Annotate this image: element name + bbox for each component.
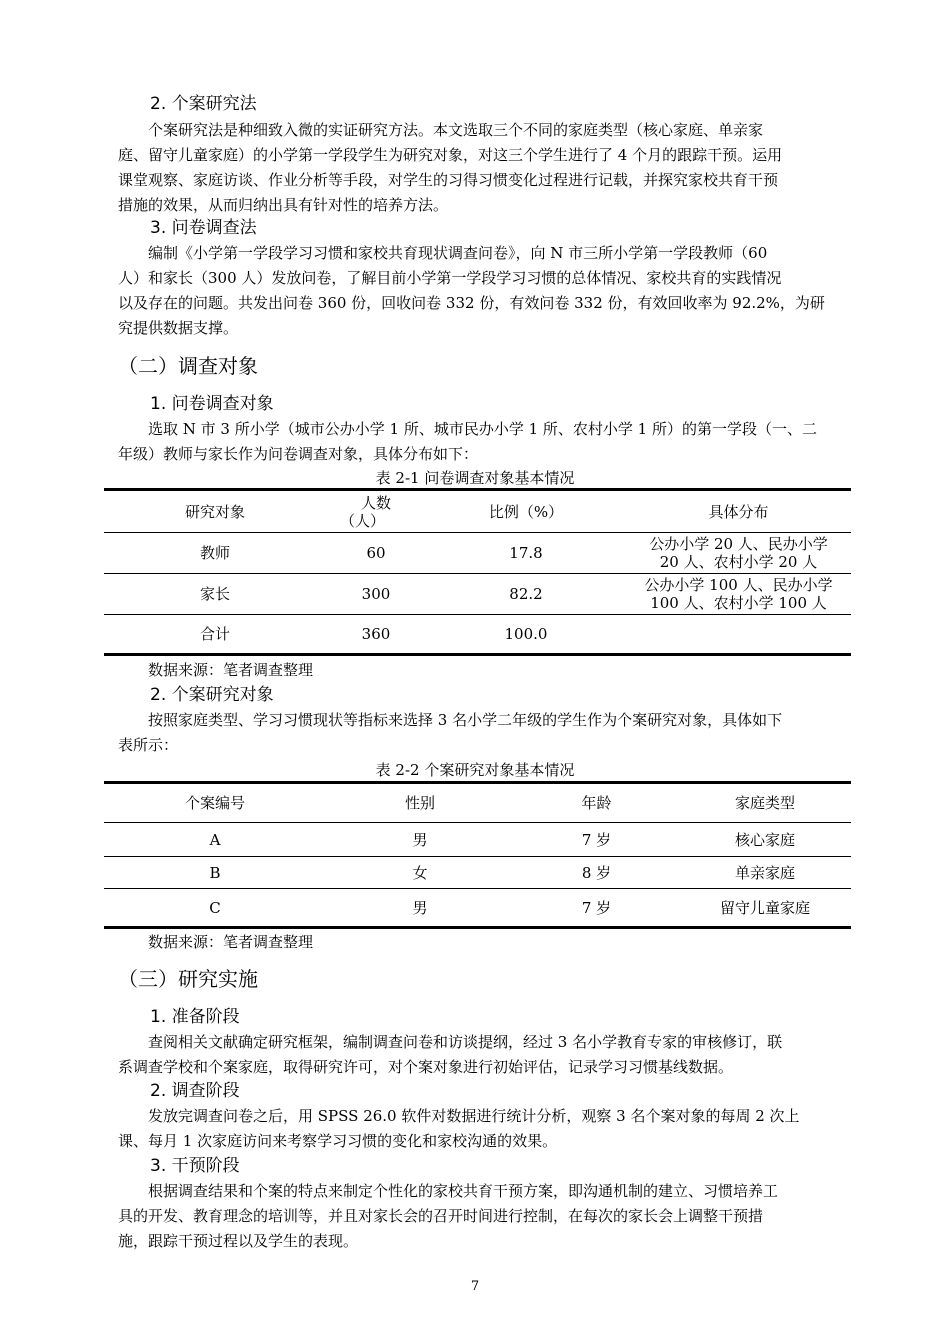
table-cell: 82.2 (509, 585, 543, 603)
heading-survey-stage: 2. 调查阶段 (150, 1081, 240, 1101)
table-cell (626, 574, 851, 615)
table-cell: 合计 (199, 625, 230, 643)
column-header: 具体分布 (708, 502, 769, 521)
column-header: 年龄 (581, 794, 612, 812)
column-header (326, 490, 426, 533)
table-cell: 男 (412, 830, 428, 849)
column-header: 家庭类型 (734, 794, 795, 812)
table-cell: C (209, 898, 221, 917)
paragraph-line: 施，跟踪干预过程以及学生的表现。 (118, 1232, 359, 1250)
table-cell: 教师 (199, 544, 230, 562)
table-row (104, 857, 851, 889)
column-header-line: 人数 (360, 493, 391, 512)
heading-preparation-stage: 1. 准备阶段 (150, 1007, 240, 1027)
heading-intervention-stage: 3. 干预阶段 (150, 1156, 240, 1176)
heading-survey-subjects: （二）调查对象 (118, 354, 258, 378)
table-cell: 17.8 (509, 544, 543, 562)
table-caption: 表 2-1 问卷调查对象基本情况 (375, 469, 575, 487)
paragraph-line: 系调查学校和个案家庭，取得研究许可，对个案对象进行初始评估，记录学习习惯基线数据。 (118, 1058, 734, 1076)
paragraph-line: 课堂观察、家庭访谈、作业分析等手段，对学生的习得习惯变化过程进行记载，并探究家校共育干预 (118, 171, 779, 189)
table-cell: 家长 (199, 585, 230, 603)
paragraph-line: 年级）教师与家长作为问卷调查对象，具体分布如下： (118, 445, 479, 463)
table-cell: 核心家庭 (734, 830, 795, 849)
table-cell: B (209, 863, 221, 882)
paragraph-line: 人）和家长（300 人）发放问卷，了解目前小学第一学段学习习惯的总体情况、家校共育的实践情况 (118, 269, 782, 287)
table-cell (626, 615, 851, 655)
paragraph-line: 措施的效果，从而归纳出具有针对性的培养方法。 (118, 196, 449, 214)
table-cell: 8 岁 (581, 863, 612, 882)
paragraph-line: 编制《小学第一学段学习习惯和家校共育现状调查问卷》，向 N 市三所小学第一学段教师（60 (148, 244, 768, 262)
heading-case-subjects: 2. 个案研究对象 (150, 685, 274, 705)
table-cell: 女 (412, 863, 428, 882)
heading-research-implementation: （三）研究实施 (118, 967, 258, 991)
cell-line: 20 人、农村小学 20 人 (659, 553, 818, 571)
paragraph-line: 按照家庭类型、学习习惯现状等指标来选择 3 名小学二年级的学生作为个案研究对象，具体如下 (148, 711, 783, 729)
cell-line: 100 人、农村小学 100 人 (650, 594, 827, 612)
page-number: 7 (470, 1279, 480, 1294)
column-header: 性别 (404, 794, 435, 812)
table-header-row (104, 490, 851, 533)
column-header-line: （人） (340, 511, 386, 530)
table-source-note: 数据来源：笔者调查整理 (148, 933, 314, 951)
cell-line: 公办小学 100 人、民办小学 (644, 576, 833, 594)
cell-line: 公办小学 20 人、民办小学 (649, 535, 828, 553)
paragraph-line: 查阅相关文献确定研究框架，编制调查问卷和访谈提纲，经过 3 名小学教育专家的审核修订，联 (148, 1033, 783, 1051)
table-row (104, 574, 851, 615)
table-cell: 60 (366, 544, 386, 562)
paragraph-line: 具的开发、教育理念的培训等，并且对家长会的召开时间进行控制，在每次的家长会上调整干预措 (118, 1207, 764, 1225)
paragraph-line: 发放完调查问卷之后，用 SPSS 26.0 软件对数据进行统计分析，观察 3 名个案对象的每周 2 次上 (148, 1107, 800, 1125)
table-cell (626, 533, 851, 574)
heading-questionnaire-subjects: 1. 问卷调查对象 (150, 394, 274, 414)
heading-survey-method: 3. 问卷调查法 (150, 218, 257, 238)
questionnaire-subjects-table (104, 488, 851, 656)
paragraph-line: 课、每月 1 次家庭访问来考察学习习惯的变化和家校沟通的效果。 (118, 1132, 558, 1150)
column-header: 比例（%） (488, 502, 564, 521)
table-row (104, 533, 851, 574)
paragraph-line: 选取 N 市 3 所小学（城市公办小学 1 所、城市民办小学 1 所、农村小学 1 所）的第一学段（一、二 (148, 420, 817, 438)
table-row (104, 889, 851, 928)
table-row (104, 615, 851, 655)
table-caption: 表 2-2 个案研究对象基本情况 (375, 761, 575, 779)
table-cell: 留守儿童家庭 (719, 898, 810, 917)
table-source-note: 数据来源：笔者调查整理 (148, 661, 314, 679)
paragraph-line: 根据调查结果和个案的特点来制定个性化的家校共育干预方案，即沟通机制的建立、习惯培养工 (148, 1182, 779, 1200)
table-header-row (104, 783, 851, 823)
table-cell: 360 (361, 625, 391, 643)
paragraph-line: 个案研究法是种细致入微的实证研究方法。本文选取三个不同的家庭类型（核心家庭、单亲家 (148, 121, 764, 139)
table-cell: 300 (361, 585, 391, 603)
table-cell: A (209, 830, 221, 849)
paragraph-line: 庭、留守儿童家庭）的小学第一学段学生为研究对象，对这三个学生进行了 4 个月的跟踪干预。运用 (118, 146, 783, 164)
column-header: 研究对象 (184, 502, 245, 521)
heading-case-study-method: 2. 个案研究法 (150, 94, 257, 114)
case-subjects-table (104, 781, 851, 929)
table-cell: 单亲家庭 (734, 863, 795, 882)
table-cell: 7 岁 (581, 830, 612, 849)
table-cell: 男 (412, 898, 428, 917)
table-row (104, 823, 851, 857)
column-header: 个案编号 (184, 794, 245, 812)
paragraph-line: 表所示： (118, 736, 179, 754)
paragraph-line: 以及存在的问题。共发出问卷 360 份，回收问卷 332 份，有效问卷 332 份，有效回收率为 92.2%，为研 (118, 294, 825, 312)
table-cell: 7 岁 (581, 898, 612, 917)
paragraph-line: 究提供数据支撑。 (118, 319, 239, 337)
table-cell: 100.0 (504, 625, 548, 643)
